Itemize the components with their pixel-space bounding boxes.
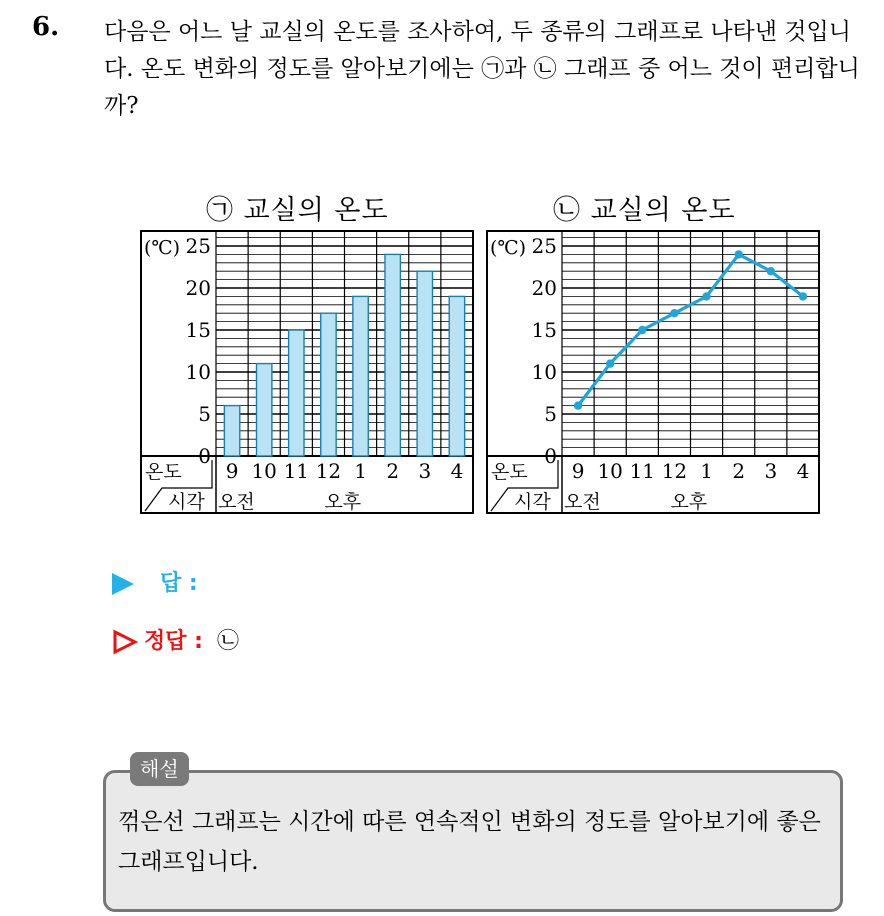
question-number: 6. <box>32 12 60 42</box>
x-tick-label: 9 <box>225 459 239 483</box>
period-am-label: 오전 <box>564 491 601 513</box>
chart2-title: ㉡ 교실의 온도 <box>553 195 736 226</box>
y-tick-label: 5 <box>544 402 557 426</box>
data-point <box>670 309 678 317</box>
explanation-tab: 해설 <box>130 752 189 786</box>
y-tick-label: 0 <box>544 444 557 468</box>
x-tick-label: 11 <box>629 459 656 483</box>
chart1-title: ㉠ 교실의 온도 <box>206 195 389 226</box>
bar <box>321 313 336 456</box>
x-tick-label: 2 <box>732 459 746 483</box>
period-pm-label: 오후 <box>670 491 708 513</box>
y-tick-label: 20 <box>185 276 211 300</box>
x-tick-label: 12 <box>315 459 342 483</box>
x-tick-label: 12 <box>661 459 688 483</box>
question-text: 다음은 어느 날 교실의 온도를 조사하여, 두 종류의 그래프로 나타낸 것입니다. 온도 변화의 정도를 알아보기에는 ㉠과 ㉡ 그래프 중 어느 것이 편리합니까? <box>104 19 860 119</box>
data-point <box>574 401 582 409</box>
correct-answer-label: 정답 : <box>144 629 203 654</box>
corner-top-label: 온도 <box>145 461 182 483</box>
x-tick-label: 2 <box>386 459 400 483</box>
period-pm-label: 오후 <box>324 491 362 513</box>
data-point <box>734 250 742 258</box>
data-point <box>606 359 614 367</box>
y-unit-label: (℃) <box>144 237 181 259</box>
y-tick-label: 25 <box>531 234 557 258</box>
bar-chart <box>140 230 476 516</box>
x-tick-label: 3 <box>764 459 778 483</box>
correct-answer-value: ㉡ <box>216 629 239 654</box>
x-tick-label: 3 <box>418 459 432 483</box>
period-am-label: 오전 <box>218 491 255 513</box>
bar <box>353 296 368 456</box>
y-tick-label: 0 <box>198 444 211 468</box>
answer-row <box>112 566 198 597</box>
bar <box>256 364 271 456</box>
bar <box>449 296 464 456</box>
data-point <box>799 292 807 300</box>
y-tick-label: 10 <box>185 360 211 384</box>
data-point <box>638 326 646 334</box>
bar <box>417 271 432 456</box>
y-tick-label: 25 <box>185 234 211 258</box>
data-point <box>702 292 710 300</box>
x-tick-label: 11 <box>283 459 310 483</box>
bar <box>224 406 239 456</box>
x-tick-label: 1 <box>354 459 367 483</box>
y-tick-label: 15 <box>185 318 211 342</box>
x-tick-label: 9 <box>571 459 585 483</box>
corner-bottom-label: 시각 <box>514 491 551 513</box>
bar <box>385 254 400 456</box>
correct-answer-row <box>112 624 239 655</box>
y-tick-label: 10 <box>531 360 557 384</box>
y-unit-label: (℃) <box>490 237 527 259</box>
data-point <box>767 267 775 275</box>
x-tick-label: 10 <box>251 459 277 483</box>
line-chart <box>486 230 822 516</box>
x-tick-label: 4 <box>450 459 464 483</box>
bar <box>289 330 304 456</box>
answer-label: 답 : <box>160 571 198 596</box>
y-tick-label: 15 <box>531 318 557 342</box>
play-arrow-icon <box>112 573 134 595</box>
outline-arrow-icon <box>112 629 138 655</box>
x-tick-label: 10 <box>597 459 623 483</box>
y-tick-label: 5 <box>198 402 211 426</box>
x-tick-label: 4 <box>796 459 810 483</box>
explanation-text: 꺾은선 그래프는 시간에 따른 연속적인 변화의 정도를 알아보기에 좋은 그래프입니다. <box>118 809 821 875</box>
corner-bottom-label: 시각 <box>168 491 205 513</box>
corner-top-label: 온도 <box>491 461 528 483</box>
x-tick-label: 1 <box>700 459 713 483</box>
y-tick-label: 20 <box>531 276 557 300</box>
